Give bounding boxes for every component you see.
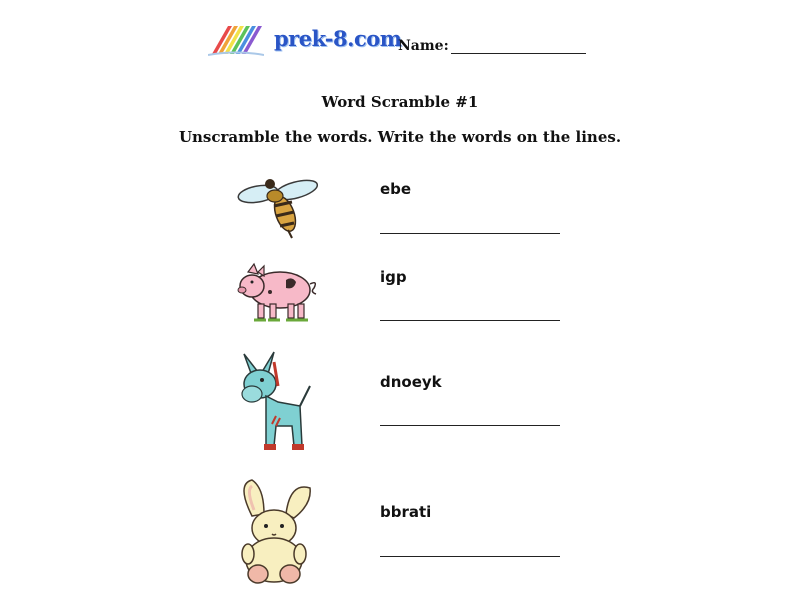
site-logo-text: prek-8.com xyxy=(274,26,402,51)
bee-picture xyxy=(230,172,324,242)
worksheet-title: Word Scramble #1 xyxy=(321,93,479,111)
scrambled-word-3: dnoeyk xyxy=(380,373,442,391)
scrambled-word-2: igp xyxy=(380,268,407,286)
scrambled-word-4: bbrati xyxy=(380,503,432,521)
worksheet-header xyxy=(0,0,800,70)
answer-line-4[interactable] xyxy=(380,556,560,557)
pig-picture xyxy=(230,258,322,328)
name-field[interactable] xyxy=(398,38,586,54)
worksheet-instructions: Unscramble the words. Write the words on the lines. xyxy=(178,128,622,146)
rainbow-logo-icon xyxy=(208,22,264,58)
answer-line-1[interactable] xyxy=(380,233,560,234)
name-label: Name: xyxy=(398,38,449,54)
answer-line-3[interactable] xyxy=(380,425,560,426)
name-blank-line[interactable] xyxy=(451,39,586,54)
donkey-picture xyxy=(230,346,324,454)
answer-line-2[interactable] xyxy=(380,320,560,321)
scrambled-word-1: ebe xyxy=(380,180,412,198)
rabbit-picture xyxy=(230,474,324,586)
